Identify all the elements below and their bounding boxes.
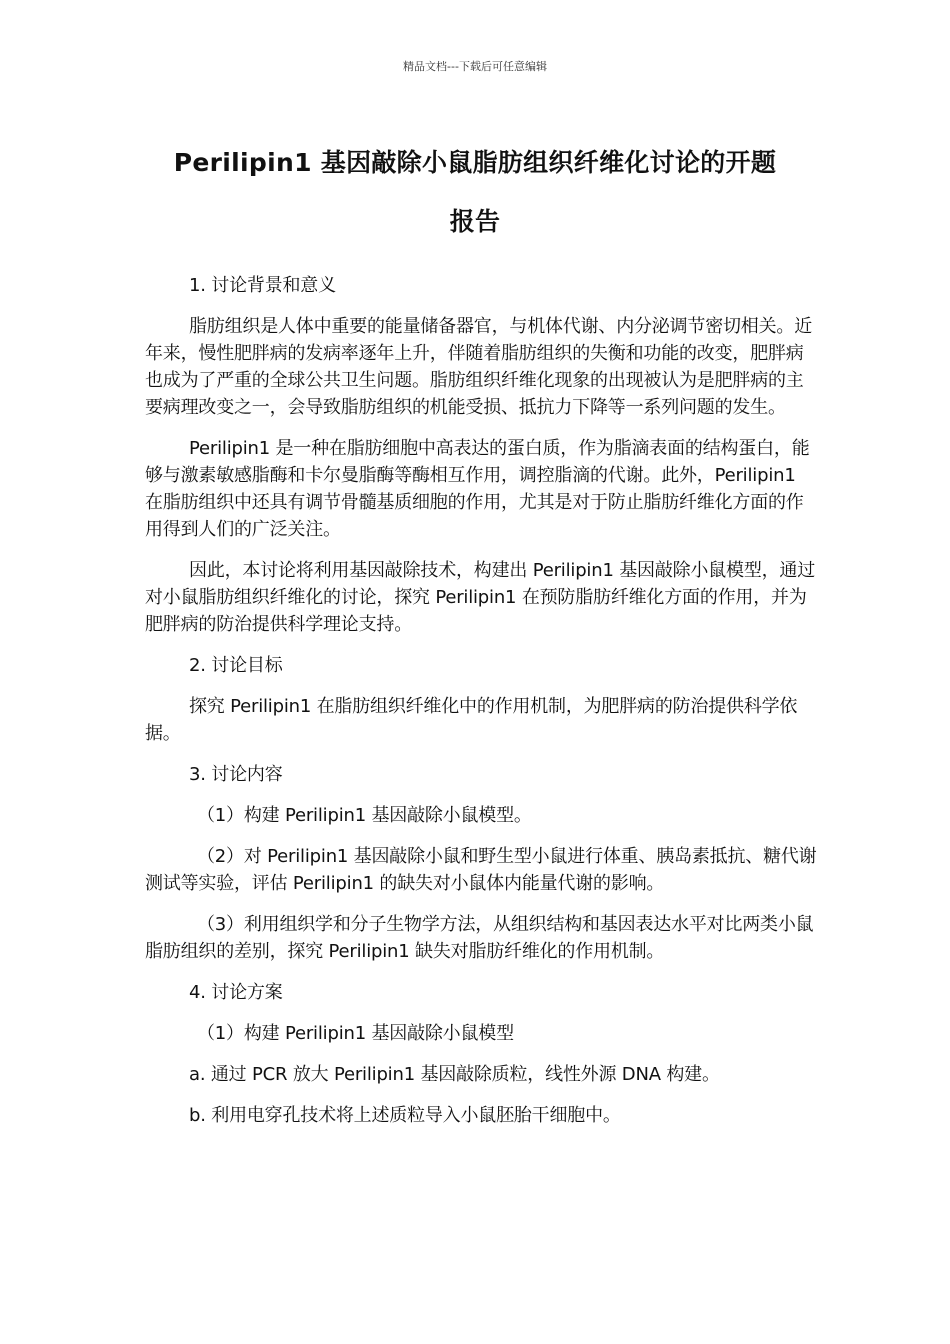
section-heading-plan: 4. 讨论方案 [189, 982, 283, 1003]
list-item: （3）利用组织学和分子生物学方法，从组织结构和基因表达水平对比两类小鼠脂肪组织的差别，探究 Perilipin1 缺失对脂肪纤维化的作用机制。 [145, 914, 814, 962]
section-heading-content: 3. 讨论内容 [189, 764, 283, 785]
list-item: （2）对 Perilipin1 基因敲除小鼠和野生型小鼠进行体重、胰岛素抵抗、糖代谢测试等实验，评估 Perilipin1 的缺失对小鼠体内能量代谢的影响。 [145, 846, 817, 894]
title-line-1: Perilipin1 基因敲除小鼠脂肪组织纤维化讨论的开题 [173, 148, 777, 177]
paragraph: Perilipin1 是一种在脂肪细胞中高表达的蛋白质，作为脂滴表面的结构蛋白，能够与激素敏感脂酶和卡尔曼脂酶等酶相互作用，调控脂滴的代谢。此外，Perilipin1 在脂肪组织中还具有调节骨髓基质细胞的作用，尤其是对于防止脂肪纤维化方面的作用得到人们的广泛关注。 [145, 438, 810, 540]
section-heading-goal: 2. 讨论目标 [189, 655, 283, 676]
section-heading-background: 1. 讨论背景和意义 [189, 275, 336, 296]
document-title [110, 133, 840, 251]
list-item: a. 通过 PCR 放大 Perilipin1 基因敲除质粒，线性外源 DNA 构建。 [189, 1064, 720, 1085]
list-item: b. 利用电穿孔技术将上述质粒导入小鼠胚胎干细胞中。 [189, 1105, 621, 1126]
list-item: （1）构建 Perilipin1 基因敲除小鼠模型 [197, 1023, 514, 1044]
paragraph: 因此，本讨论将利用基因敲除技术，构建出 Perilipin1 基因敲除小鼠模型，通过对小鼠脂肪组织纤维化的讨论，探究 Perilipin1 在预防脂肪纤维化方面的作用，并为肥胖病的防治提供科学理论支持。 [145, 560, 816, 635]
header-note: 精品文档---下载后可任意编辑 [403, 60, 547, 73]
document-body [145, 272, 817, 1143]
list-item: （1）构建 Perilipin1 基因敲除小鼠模型。 [197, 805, 532, 826]
paragraph: 探究 Perilipin1 在脂肪组织纤维化中的作用机制，为肥胖病的防治提供科学依据。 [145, 696, 798, 744]
title-line-2: 报告 [449, 207, 501, 236]
paragraph: 脂肪组织是人体中重要的能量储备器官，与机体代谢、内分泌调节密切相关。近年来，慢性肥胖病的发病率逐年上升，伴随着脂肪组织的失衡和功能的改变，肥胖病也成为了严重的全球公共卫生问题。脂肪组织纤维化现象的出现被认为是肥胖病的主要病理改变之一，会导致脂肪组织的机能受损、抵抗力下降等一系列问题的发生。 [145, 316, 812, 418]
